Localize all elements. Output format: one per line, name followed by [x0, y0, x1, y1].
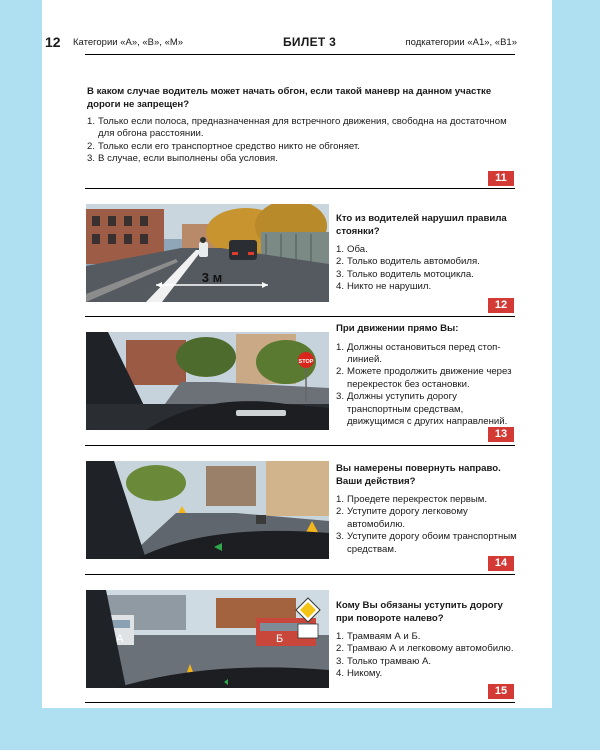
question-divider — [85, 702, 515, 703]
answer-option[interactable]: 3. Должны уступить дорогу транспортным средствам, движущимся с других направлений. — [336, 391, 508, 427]
tram-label-b: Б — [276, 633, 284, 645]
question-divider — [85, 188, 515, 189]
answer-list — [336, 342, 520, 429]
answer-option[interactable]: 1. Оба. — [336, 244, 368, 255]
answer-option[interactable]: 1. Трамваям А и Б. — [336, 631, 421, 642]
question-image-right-turn-intersection — [86, 461, 329, 559]
ticket-title: БИЛЕТ 3 — [283, 35, 337, 49]
answer-list — [336, 244, 520, 294]
question-text: При движении прямо Вы: — [336, 323, 459, 334]
answer-option[interactable]: 3. Только трамваю А. — [336, 655, 432, 667]
question-divider — [85, 316, 515, 317]
question-text: Кто из водителей нарушил правила стоянки? — [336, 213, 507, 237]
answer-list — [336, 494, 520, 556]
answer-option[interactable]: 2. Уступите дорогу легковому автомобилю. — [336, 506, 468, 530]
answer-option[interactable]: 2. Трамваю А и легковому автомобилю. — [336, 643, 514, 655]
header-divider — [85, 54, 515, 55]
question-14 — [336, 463, 520, 556]
question-text: Вы намерены повернуть направо. Ваши действия? — [336, 463, 501, 487]
answer-option[interactable]: 2. Можете продолжить движение через перекресток без остановки. — [336, 366, 512, 390]
answer-option[interactable]: 3. В случае, если выполнены оба условия. — [87, 153, 278, 165]
answer-list — [336, 631, 520, 681]
page-header — [45, 34, 517, 54]
question-11 — [87, 86, 507, 166]
answer-option[interactable]: 4. Никто не нарушил. — [336, 281, 432, 293]
question-number-badge: 14 — [488, 556, 514, 571]
tram-label-a: А — [116, 633, 124, 645]
question-image-tram-left-turn — [86, 590, 329, 688]
question-13 — [336, 323, 520, 428]
question-text: Кому Вы обязаны уступить дорогу при повороте налево? — [336, 600, 503, 624]
question-12 — [336, 213, 520, 294]
question-number-badge: 11 — [488, 171, 514, 186]
question-number-badge: 13 — [488, 427, 514, 442]
question-number-badge: 12 — [488, 298, 514, 313]
question-image-stop-sign-intersection — [86, 332, 329, 430]
answer-option[interactable]: 3. Уступите дорогу обоим транспортным средствам. — [336, 531, 517, 555]
question-divider — [85, 445, 515, 446]
stop-sign: STOP — [298, 359, 314, 365]
page-number: 12 — [45, 34, 61, 50]
answer-option[interactable]: 1. Только если полоса, предназначенная для встречного движения, свободна на достаточном для обгона расстоянии. — [87, 116, 507, 140]
question-image-street-parking — [86, 204, 329, 302]
answer-option[interactable]: 4. Никому. — [336, 668, 383, 680]
answer-option[interactable]: 3. Только водитель мотоцикла. — [336, 268, 474, 280]
categories-label: Категории «А», «В», «М» — [73, 37, 184, 48]
answer-option[interactable]: 1. Должны остановиться перед стоп-линией. — [336, 341, 501, 365]
answer-option[interactable]: 2. Только водитель автомобиля. — [336, 256, 480, 268]
distance-label: 3 м — [201, 270, 223, 285]
question-number-badge: 15 — [488, 684, 514, 699]
question-15 — [336, 600, 520, 681]
answer-option[interactable]: 2. Только если его транспортное средство никто не обгоняет. — [87, 140, 360, 152]
question-divider — [85, 574, 515, 575]
subcategories-label: подкатегории «А1», «В1» — [405, 37, 517, 48]
answer-option[interactable]: 1. Проедете перекресток первым. — [336, 494, 488, 505]
question-text: В каком случае водитель может начать обгон, если такой маневр на данном участке дороги не запрещен? — [87, 86, 492, 110]
page-margin — [0, 708, 600, 750]
answer-list — [87, 116, 507, 166]
